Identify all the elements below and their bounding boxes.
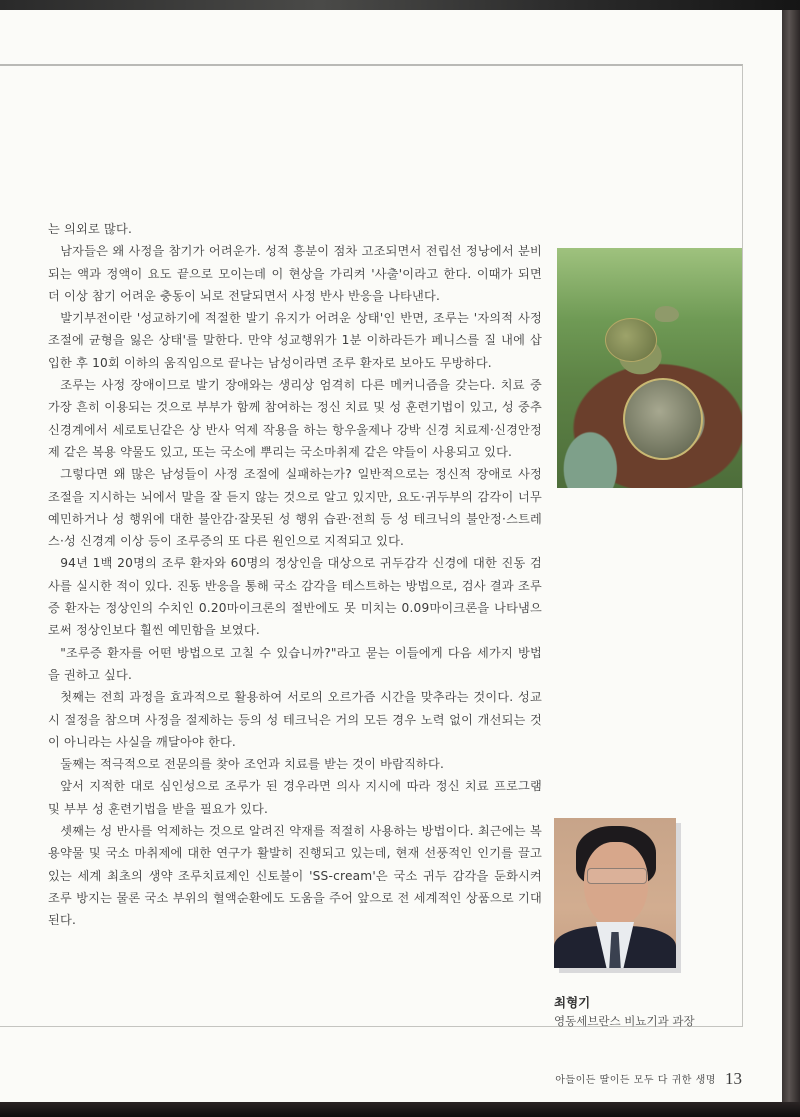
author-name: 최형기: [554, 995, 591, 1010]
series-title: 아들이든 딸이든 모두 다 귀한 생명: [555, 1075, 716, 1086]
paragraph: 셋째는 성 반사를 억제하는 것으로 알려진 약재를 적절히 사용하는 방법이다. 최근에는 복용약물 및 국소 마취제에 대한 연구가 활발히 진행되고 있는데, 현재 선풍적인 인기를 끌고 있는 세계 최초의 생약 조루치료제인 신토불이 'SS-cream'은 국소 귀두 감각을 둔화시켜 조루 방지는 물론 국소 부위의 혈액순환에도 도움을 주어 앞으로 전 세계적인 상품으로 기대된다.: [48, 824, 542, 928]
author-portrait-photo: [554, 818, 676, 968]
paragraph: 앞서 지적한 대로 심인성으로 조루가 된 경우라면 의사 지시에 따라 정신 치료 프로그램 및 부부 성 훈련기법을 받을 필요가 있다.: [48, 779, 542, 816]
scan-right-edge: [782, 10, 800, 1117]
author-title: 영동세브란스 비뇨기과 과장: [554, 1014, 695, 1028]
paragraph: 그렇다면 왜 많은 남성들이 사정 조절에 실패하는가? 일반적으로는 정신적 장애로 사정 조절을 지시하는 뇌에서 말을 잘 듣지 않는 것으로 알고 있지만, 요도·귀두부의 감각이 너무 예민하거나 성 행위에 대한 불안감·잘못된 성 행위 습관·전희 등 성 테크닉의 불안정·스트레스·성 신경계 이상 등이 조루증의 또 다른 원인으로 지적되고 있다.: [48, 467, 542, 549]
portrait-face: [584, 842, 648, 926]
turtle-head: [655, 306, 679, 322]
paragraph: 조루는 사정 장애이므로 발기 장애와는 생리상 엄격히 다른 메커니즘을 갖는다. 치료 중 가장 흔히 이용되는 것으로 부부가 함께 참여하는 정신 치료 및 성 훈련기법이 있고, 성 중추신경계에서 세로토닌같은 상 반사 억제 작용을 하는 항우울제나 강박 신경 치료제·신경안정제 같은 복용 약물도 있고, 또는 국소에 뿌리는 국소마취제 같은 약들이 사용되고 있다.: [48, 378, 542, 459]
article-body: [48, 218, 542, 932]
paragraph: 첫째는 전희 과정을 효과적으로 활용하여 서로의 오르가즘 시간을 맞추라는 것이다. 성교시 절정을 참으며 사정을 절제하는 등의 성 테크닉은 거의 모든 경우 노력 없이 개선되는 것이 아니라는 사실을 깨달아야 한다.: [48, 690, 542, 749]
paragraph: 발기부전이란 '성교하기에 적절한 발기 유지가 어려운 상태'인 반면, 조루는 '자의적 사정 조절에 균형을 잃은 상태'를 말한다. 만약 성교행위가 1분 이하라든가 페니스를 질 내에 삽입한 후 10회 이하의 움직임으로 끝나는 남성이라면 조루 환자로 보아도 무방하다.: [48, 311, 542, 370]
paragraph: 둘째는 적극적으로 전문의를 찾아 조언과 치료를 받는 것이 바람직하다.: [60, 757, 445, 772]
paragraph: 94년 1백 20명의 조루 환자와 60명의 정상인을 대상으로 귀두감각 신경에 대한 진동 검사를 실시한 적이 있다. 진동 반응을 통해 국소 감각을 테스트하는 방법으로, 검사 결과 조루증 환자는 정상인의 수치인 0.20마이크론의 절반에도 못 미치는 0.09마이크론을 나타냄으로써 정상인보다 훨씬 예민함을 보였다.: [48, 556, 542, 638]
paragraph: "조루증 환자를 어떤 방법으로 고칠 수 있습니까?"라고 묻는 이들에게 다음 세가지 방법을 권하고 싶다.: [48, 645, 542, 682]
paragraph: 는 의외로 많다.: [48, 222, 133, 236]
page-number: 13: [725, 1068, 742, 1088]
page-footer: [480, 1068, 742, 1089]
author-caption: [554, 994, 744, 1030]
turtle-shell-front: [623, 378, 703, 460]
paragraph: 남자들은 왜 사정을 참기가 어려운가. 성적 흥분이 점차 고조되면서 전립선 정낭에서 분비되는 액과 정액이 요도 끝으로 모이는데 이 현상을 가리켜 '사출'이라고 한다. 이때가 되면 더 이상 참기 어려운 충동이 뇌로 전달되면서 사정 반사 반응을 나타낸다.: [48, 244, 542, 303]
portrait-glasses: [587, 868, 647, 884]
turtle-shell-back: [605, 318, 657, 362]
turtle-photo: [557, 248, 742, 488]
scan-bottom-edge: [0, 1102, 800, 1117]
